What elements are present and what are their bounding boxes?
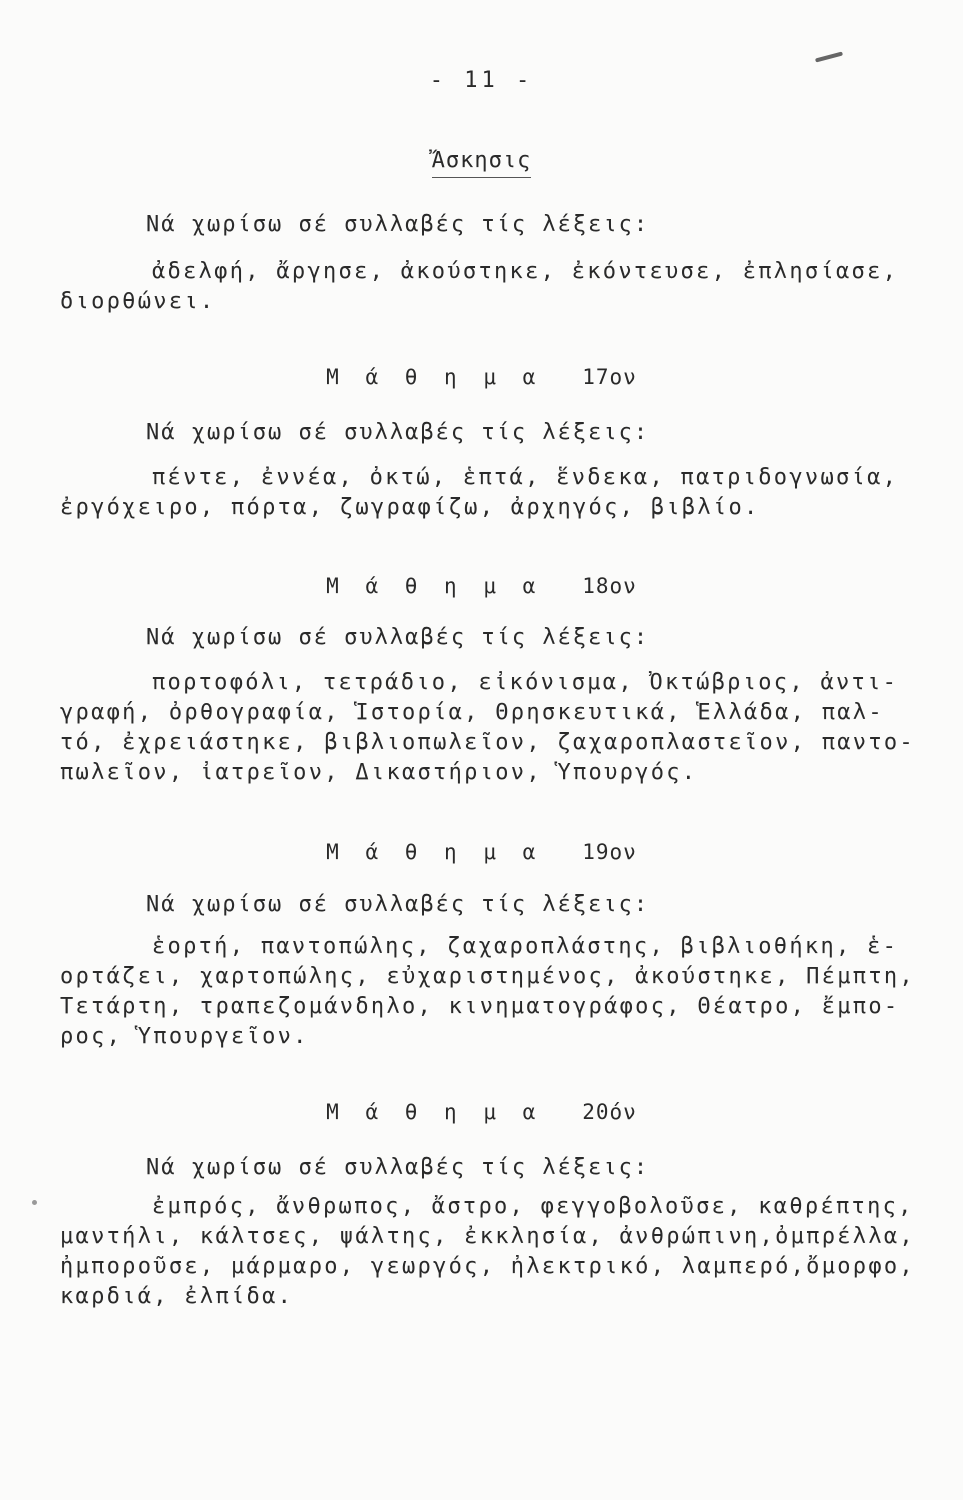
lesson-title bbox=[0, 574, 963, 598]
lesson-words bbox=[60, 932, 915, 1052]
word-line: πέντε, ἐννέα, ὀκτώ, ἑπτά, ἕνδεκα, πατριδογνωσία, bbox=[152, 465, 899, 490]
lesson-title-text: Μ ά θ η μ α bbox=[326, 365, 543, 389]
word-line: Τετάρτη, τραπεζομάνδηλο, κινηματογράφος, Θέατρο, ἔμπο- bbox=[60, 994, 900, 1019]
lesson-number: 20όν bbox=[582, 1100, 637, 1124]
word-line: μαντήλι, κάλτσες, ψάλτης, ἐκκλησία, ἀνθρώπινη,ὀμπρέλλα, bbox=[60, 1224, 915, 1249]
ink-dot bbox=[32, 1200, 37, 1205]
lesson-title-text: Μ ά θ η μ α bbox=[326, 840, 543, 864]
lesson-number: 19ον bbox=[582, 840, 637, 864]
lesson-instruction: Νά χωρίσω σέ συλλαβές τίς λέξεις: bbox=[146, 892, 650, 917]
page-number: - 11 - bbox=[429, 68, 534, 93]
lesson-instruction: Νά χωρίσω σέ συλλαβές τίς λέξεις: bbox=[146, 420, 650, 445]
lesson-words bbox=[60, 668, 915, 788]
word-line: καρδιά, ἐλπίδα. bbox=[60, 1284, 294, 1309]
word-line: πωλεῖον, ἰατρεῖον, Δικαστήριον, Ὑπουργός. bbox=[60, 760, 698, 785]
lesson-words bbox=[60, 463, 899, 523]
word-line: ἠμποροῦσε, μάρμαρο, γεωργός, ἠλεκτρικό, λαμπερό,ὄμορφο, bbox=[60, 1254, 915, 1279]
word-line: γραφή, ὀρθογραφία, Ἱστορία, Θρησκευτικά, Ἑλλάδα, παλ- bbox=[60, 700, 884, 725]
word-line: τό, ἐχρειάστηκε, βιβλιοπωλεῖον, ζαχαροπλαστεῖον, παντο- bbox=[60, 730, 915, 755]
lesson-number: 17ον bbox=[582, 365, 637, 389]
word-line: ἐργόχειρο, πόρτα, ζωγραφίζω, ἀρχηγός, βιβλίο. bbox=[60, 495, 760, 520]
exercise-heading bbox=[0, 148, 963, 173]
word-line: ἐμπρός, ἄνθρωπος, ἄστρο, φεγγοβολοῦσε, καθρέπτης, bbox=[152, 1194, 914, 1219]
lesson-title-text: Μ ά θ η μ α bbox=[326, 1100, 543, 1124]
lesson-title bbox=[0, 840, 963, 864]
lesson-number: 18ον bbox=[582, 574, 637, 598]
lesson-title bbox=[0, 1100, 963, 1124]
word-line: διορθώνει. bbox=[60, 289, 216, 314]
word-line: ορτάζει, χαρτοπώλης, εὐχαριστημένος, ἀκούστηκε, Πέμπτη, bbox=[60, 964, 915, 989]
lesson-title bbox=[0, 365, 963, 389]
lesson-words bbox=[60, 1192, 915, 1312]
lesson-instruction: Νά χωρίσω σέ συλλαβές τίς λέξεις: bbox=[146, 1155, 650, 1180]
exercise-heading-text: Ἄσκησις bbox=[432, 148, 532, 178]
word-line: ἑορτή, παντοπώλης, ζαχαροπλάστης, βιβλιοθήκη, ἑ- bbox=[152, 934, 899, 959]
lesson-title-text: Μ ά θ η μ α bbox=[326, 574, 543, 598]
lesson-instruction: Νά χωρίσω σέ συλλαβές τίς λέξεις: bbox=[146, 625, 650, 650]
ink-mark bbox=[815, 51, 843, 62]
exercise-words bbox=[60, 257, 899, 317]
exercise-instruction: Νά χωρίσω σέ συλλαβές τίς λέξεις: bbox=[146, 212, 650, 237]
word-line: ἀδελφή, ἄργησε, ἀκούστηκε, ἐκόντευσε, ἐπλησίασε, bbox=[152, 259, 899, 284]
word-line: ρος, Ὑπουργεῖον. bbox=[60, 1024, 309, 1049]
word-line: πορτοφόλι, τετράδιο, εἰκόνισμα, Ὀκτώβριος, ἀντι- bbox=[152, 670, 899, 695]
